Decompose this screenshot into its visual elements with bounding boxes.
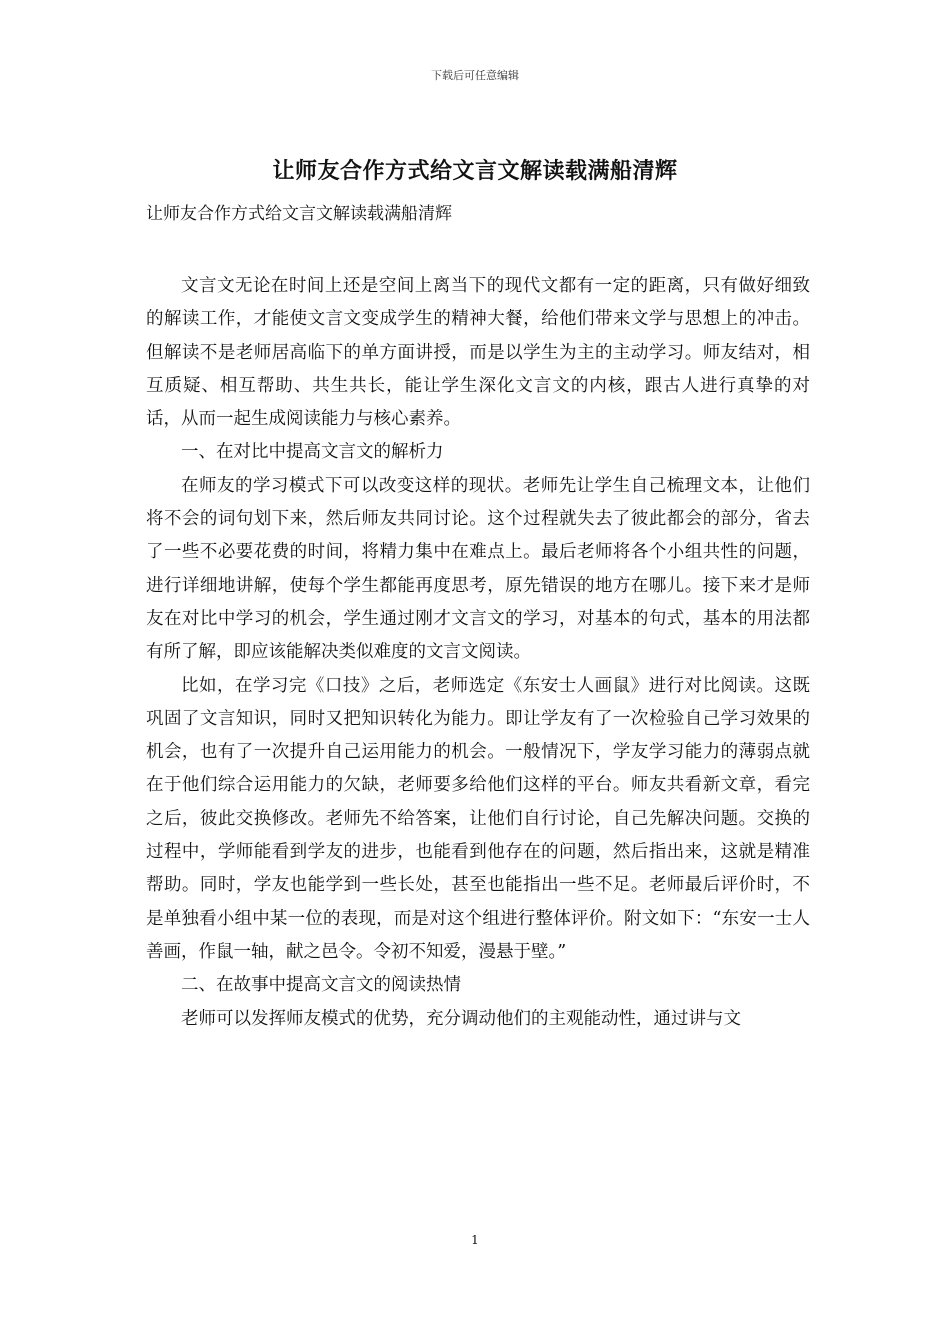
paragraph-example: 比如，在学习完《口技》之后，老师选定《东安士人画鼠》进行对比阅读。这既巩固了文言知识，同时又把知识转化为能力。即让学友有了一次检验自己学习效果的机会，也有了一次提升自己运用能力的机会。一般情况下，学友学习能力的薄弱点就在于他们综合运用能力的欠缺，老师要多给他们这样的平台。师友共看新文章，看完之后，彼此交换修改。老师先不给答案，让他们自行讨论，自己先解决问题。交换的过程中，学师能看到学友的进步，也能看到他存在的问题，然后指出来，这就是精准帮助。同时，学友也能学到一些长处，甚至也能指出一些不足。老师最后评价时，不是单独看小组中某一位的表现，而是对这个组进行整体评价。附文如下：“东安一士人善画，作鼠一轴，献之邑令。令初不知爱，漫悬于壁。” [146,675,810,962]
paragraph-section-2: 老师可以发挥师友模式的优势，充分调动他们的主观能动性，通过讲与文 [181,1008,741,1029]
document-body [146,270,810,1036]
header-note: 下载后可任意编辑 [431,69,519,82]
document-title: 让师友合作方式给文言文解读载满船清辉 [272,158,678,184]
paragraph-intro: 文言文无论在时间上还是空间上离当下的现代文都有一定的距离，只有做好细致的解读工作，才能使文言文变成学生的精神大餐，给他们带来文学与思想上的冲击。但解读不是老师居高临下的单方面讲授，而是以学生为主的主动学习。师友结对，相互质疑、相互帮助、共生共长，能让学生深化文言文的内核，跟古人进行真挚的对话，从而一起生成阅读能力与核心素养。 [146,276,810,430]
document-subtitle: 让师友合作方式给文言文解读载满船清辉 [146,204,452,224]
section-heading-2: 二、在故事中提高文言文的阅读热情 [181,975,461,996]
paragraph-section-1: 在师友的学习模式下可以改变这样的现状。老师先让学生自己梳理文本，让他们将不会的词句划下来，然后师友共同讨论。这个过程就失去了彼此都会的部分，省去了一些不必要花费的时间，将精力集中在难点上。最后老师将各个小组共性的问题，进行详细地讲解，使每个学生都能再度思考，原先错误的地方在哪儿。接下来才是师友在对比中学习的机会，学生通过刚才文言文的学习，对基本的句式，基本的用法都有所了解，即应该能解决类似难度的文言文阅读。 [146,475,810,663]
section-heading-1: 一、在对比中提高文言文的解析力 [181,442,444,463]
page-number: 1 [471,1233,479,1247]
